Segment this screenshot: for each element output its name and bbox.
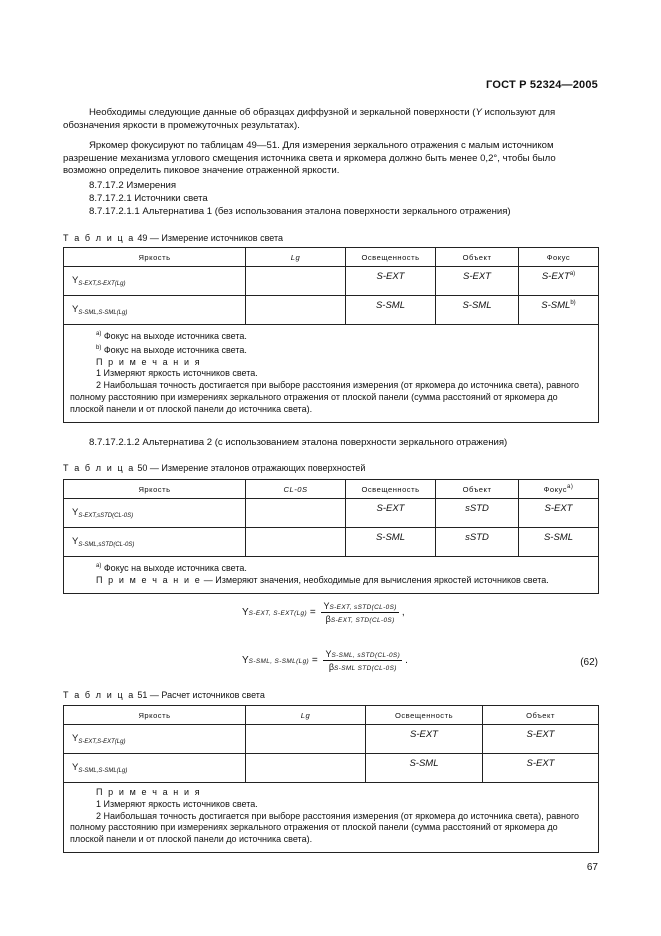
intro-text-start: Необходимы следующие данные об образцах диффузной и зеркальной поверхности ( bbox=[89, 107, 476, 118]
table50-note: П р и м е ч а н и е — Измеряют значения, необходимые для вычисления яркостей источников света. bbox=[96, 574, 549, 585]
table50-row1-name: $Y_{S-EXT,sSTD(CL-0S)}$ bbox=[64, 499, 246, 528]
table50-row1-illuminance: S-EXT bbox=[346, 499, 436, 528]
table50-header-focus: Фокус$^{a)}$ bbox=[519, 480, 599, 499]
document-header: ГОСТ Р 52324—2005 bbox=[486, 79, 598, 91]
table50-header-cl0s: CL-0S bbox=[246, 480, 346, 499]
table51-header-object: Объект bbox=[483, 706, 599, 725]
table49-row1-name: $Y_{S-EXT,S-EXT(Lg)}$ bbox=[64, 267, 246, 296]
table51-note2: 2 Наибольшая точность достигается при выборе расстояния измерения (от яркомера до источника света), равного полному расстоянию при измерениях зеркального отражения от плоской панели (сумма расстояний от яркомера до плоской панели и от плоской панели до источника света). bbox=[70, 810, 580, 845]
table51-header-luminance: Яркость bbox=[64, 706, 246, 725]
table49-row2-illuminance: S-SML bbox=[346, 296, 436, 325]
table51-notes bbox=[64, 783, 599, 853]
intro-symbol: Y bbox=[475, 107, 482, 118]
equation-number: (62) bbox=[580, 657, 598, 668]
table49-header-illuminance: Освещенность bbox=[346, 248, 436, 267]
formula-line2: YS-SML, S-SML(Lg) = $\frac{\text{YS-SML, sSTD(CL-0S)}}{\text{βS-SML STD(CL-0S)}}$ . bbox=[242, 649, 408, 672]
section-heading-alt1: 8.7.17.2.1.1 Альтернатива 1 (без использования эталона поверхности зеркального отражения) bbox=[89, 206, 511, 217]
table51-caption-text: 51 — Расчет источников света bbox=[134, 690, 265, 700]
table49-row2-lg bbox=[246, 296, 346, 325]
table49-notes bbox=[64, 325, 599, 423]
intro-text-end: используют для обозначения яркости в промежуточных результатах). bbox=[63, 107, 556, 131]
table50-row1-cl0s bbox=[246, 499, 346, 528]
table49-row1-illuminance: S-EXT bbox=[346, 267, 436, 296]
formula1-fraction: $\frac{\text{YS-EXT, sSTD(CL-0S)}}{\text{βS-EXT, STD(CL-0S)}}$ bbox=[323, 601, 397, 624]
section-heading-alt2: 8.7.17.2.1.2 Альтернатива 2 (с использованием эталона поверхности зеркального отражения) bbox=[89, 437, 508, 448]
table50-notes bbox=[64, 557, 599, 594]
table-row bbox=[64, 754, 599, 783]
page-number: 67 bbox=[586, 862, 598, 873]
table50-row1-focus: S-EXT bbox=[519, 499, 599, 528]
table51-row1-lg bbox=[246, 725, 366, 754]
formula-line1: YS-EXT, S-EXT(Lg) = $\frac{\text{YS-EXT, sSTD(CL-0S)}}{\text{βS-EXT, STD(CL-0S)}}$ , bbox=[242, 601, 405, 624]
table-row bbox=[64, 528, 599, 557]
table50-row2-cl0s bbox=[246, 528, 346, 557]
table49-row1-lg bbox=[246, 267, 346, 296]
table49-row2-name: $Y_{S-SML,S-SML(Lg)}$ bbox=[64, 296, 246, 325]
table50-caption-label: Т а б л и ц а bbox=[63, 463, 135, 473]
table50-header-object: Объект bbox=[436, 480, 519, 499]
table51-row2-lg bbox=[246, 754, 366, 783]
table-row bbox=[64, 725, 599, 754]
table50-header-luminance: Яркость bbox=[64, 480, 246, 499]
table49-row2-focus: S-SML$^{b)}$ bbox=[519, 296, 599, 325]
table51-row2-name: $Y_{S-SML,S-SML(Lg)}$ bbox=[64, 754, 246, 783]
table49-header-luminance: Яркость bbox=[64, 248, 246, 267]
table50-row2-illuminance: S-SML bbox=[346, 528, 436, 557]
table51-row2-object: S-EXT bbox=[483, 754, 599, 783]
table50 bbox=[63, 479, 599, 594]
table49-footnote-b: $^{b)}$ Фокус на выходе источника света. bbox=[96, 344, 247, 355]
section-heading-measurements: 8.7.17.2 Измерения bbox=[89, 180, 177, 191]
table50-row2-focus: S-SML bbox=[519, 528, 599, 557]
table51-row2-illuminance: S-SML bbox=[366, 754, 483, 783]
table49-note2: 2 Наибольшая точность достигается при выборе расстояния измерения (от яркомера до источника света), равного полному расстоянию при измерениях зеркального отражения от плоской панели (сумма расстояний от яркомера до плоской панели и от плоской панели до источника света). bbox=[70, 380, 580, 414]
table49-caption-text: 49 — Измерение источников света bbox=[134, 233, 284, 243]
section-heading-light-sources: 8.7.17.2.1 Источники света bbox=[89, 193, 208, 204]
table50-caption bbox=[63, 463, 365, 473]
table50-footnote-a: $^{a)}$ Фокус на выходе источника света. bbox=[96, 563, 247, 573]
table49-note1: 1 Измеряют яркость источников света. bbox=[96, 368, 258, 379]
table51 bbox=[63, 705, 599, 853]
table-row bbox=[64, 267, 599, 296]
table49-footnote-a: $^{a)}$ Фокус на выходе источника света. bbox=[96, 331, 247, 341]
table51-row1-object: S-EXT bbox=[483, 725, 599, 754]
focus-paragraph: Яркомер фокусируют по таблицам 49—51. Для измерения зеркального отражения с малым источником разрешение механизма углового смещения источника света и яркомера должно быть менее 0,2°, чтобы было возможно определить пиковое значение отраженной яркости. bbox=[63, 140, 556, 176]
table49-caption-label: Т а б л и ц а bbox=[63, 233, 135, 243]
table50-row2-name: $Y_{S-SML,sSTD(CL-0S)}$ bbox=[64, 528, 246, 557]
table50-header-illuminance: Освещенность bbox=[346, 480, 436, 499]
table51-header-lg: Lg bbox=[246, 706, 366, 725]
table51-notes-title: П р и м е ч а н и я bbox=[96, 787, 202, 797]
table49 bbox=[63, 247, 599, 423]
table50-row2-object: sSTD bbox=[436, 528, 519, 557]
table49-header-object: Объект bbox=[436, 248, 519, 267]
formula2-fraction: $\frac{\text{YS-SML, sSTD(CL-0S)}}{\text{βS-SML STD(CL-0S)}}$ bbox=[325, 649, 401, 672]
table51-caption-label: Т а б л и ц а bbox=[63, 690, 135, 700]
table50-row1-object: sSTD bbox=[436, 499, 519, 528]
table50-caption-text: 50 — Измерение эталонов отражающих поверхностей bbox=[134, 463, 366, 473]
table-row bbox=[64, 499, 599, 528]
table-row bbox=[64, 296, 599, 325]
table51-header-illuminance: Освещенность bbox=[366, 706, 483, 725]
table49-row1-object: S-EXT bbox=[436, 267, 519, 296]
table49-row2-object: S-SML bbox=[436, 296, 519, 325]
table51-note1: 1 Измеряют яркость источников света. bbox=[96, 798, 258, 809]
table49-header-focus: Фокус bbox=[519, 248, 599, 267]
table49-notes-title: П р и м е ч а н и я bbox=[96, 356, 202, 367]
table51-row1-name: $Y_{S-EXT,S-EXT(Lg)}$ bbox=[64, 725, 246, 754]
table51-caption bbox=[63, 690, 265, 700]
table49-row1-focus: S-EXT$^{a)}$ bbox=[519, 267, 599, 296]
table49-header-lg: Lg bbox=[246, 248, 346, 267]
table51-row1-illuminance: S-EXT bbox=[366, 725, 483, 754]
table49-caption bbox=[63, 233, 283, 243]
intro-paragraph bbox=[63, 107, 598, 132]
